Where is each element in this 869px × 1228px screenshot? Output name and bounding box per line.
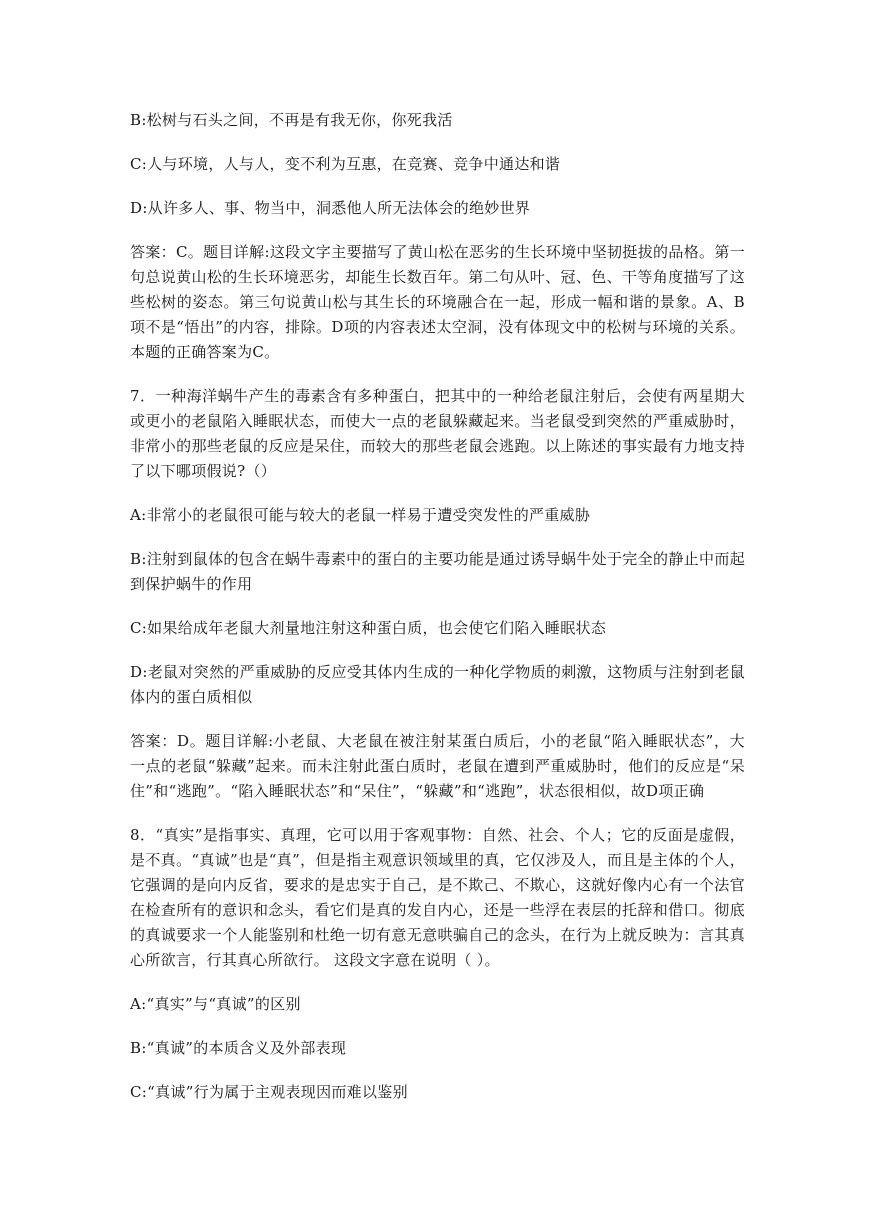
q8-option-b: B:“真诚”的本质含义及外部表现 [130, 1039, 347, 1057]
q6-option-d: D:从许多人、事、物当中，洞悉他人所无法体会的绝妙世界 [130, 199, 531, 217]
q7-option-b: B:注射到鼠体的包含在蜗牛毒素中的蛋白的主要功能是通过诱导蜗牛处于完全的静止中而起到保护蜗牛的作用 [130, 550, 745, 593]
q7-answer: 答案：D。题目详解:小老鼠、大老鼠在被注射某蛋白质后，小的老鼠“陷入睡眠状态”，大一点的老鼠“躲藏”起来。而未注射此蛋白质时，老鼠在遭到严重威胁时，他们的反应是“呆住”和“逃跑”。“陷入睡眠状态”和“呆住”，“躲藏”和“逃跑”，状态很相似，故D项正确 [130, 732, 745, 800]
document-page [130, 108, 745, 1124]
q6-answer: 答案：C。题目详解:这段文字主要描写了黄山松在恶劣的生长环境中坚韧挺拔的品格。第一句总说黄山松的生长环境恶劣，却能生长数百年。第二句从叶、冠、色、干等角度描写了这些松树的姿态。第三句说黄山松与其生长的环境融合在一起，形成一幅和谐的景象。A、B项不是“悟出”的内容，排除。D项的内容表述太空洞，没有体现文中的松树与环境的关系。本题的正确答案为C。 [130, 243, 745, 361]
q7-option-c: C:如果给成年老鼠大剂量地注射这种蛋白质，也会使它们陷入睡眠状态 [130, 619, 607, 637]
q7-option-d: D:老鼠对突然的严重威胁的反应受其体内生成的一种化学物质的刺激，这物质与注射到老鼠体内的蛋白质相似 [130, 663, 745, 706]
q7-stem: 7．一种海洋蜗牛产生的毒素含有多种蛋白，把其中的一种给老鼠注射后，会使有两星期大或更小的老鼠陷入睡眠状态，而使大一点的老鼠躲藏起来。当老鼠受到突然的严重威胁时，非常小的那些老鼠的反应是呆住，而较大的那些老鼠会逃跑。以上陈述的事实最有力地支持了以下哪项假说?（） [130, 387, 745, 480]
q8-option-c: C:“真诚”行为属于主观表现因而难以鉴别 [130, 1083, 408, 1101]
q8-option-a: A:“真实”与“真诚”的区别 [130, 995, 301, 1013]
q6-option-c: C:人与环境，人与人，变不利为互惠，在竞赛、竞争中通达和谐 [130, 155, 561, 173]
q8-stem: 8．“真实”是指事实、真理，它可以用于客观事物：自然、社会、个人；它的反面是虚假，是不真。“真诚”也是“真”，但是指主观意识领域里的真，它仅涉及人，而且是主体的个人，它强调的是向内反省，要求的是忠实于自己，是不欺己、不欺心，这就好像内心有一个法官在检查所有的意识和念头，看它们是真的发自内心，还是一些浮在表层的托辞和借口。彻底的真诚要求一个人能鉴别和杜绝一切有意无意哄骗自己的念头，在行为上就反映为：言其真心所欲言，行其真心所欲行。 这段文字意在说明（ ）。 [130, 826, 745, 969]
q6-option-b: B:松树与石头之间，不再是有我无你，你死我活 [130, 111, 453, 129]
q7-option-a: A:非常小的老鼠很可能与较大的老鼠一样易于遭受突发性的严重威胁 [130, 506, 591, 524]
